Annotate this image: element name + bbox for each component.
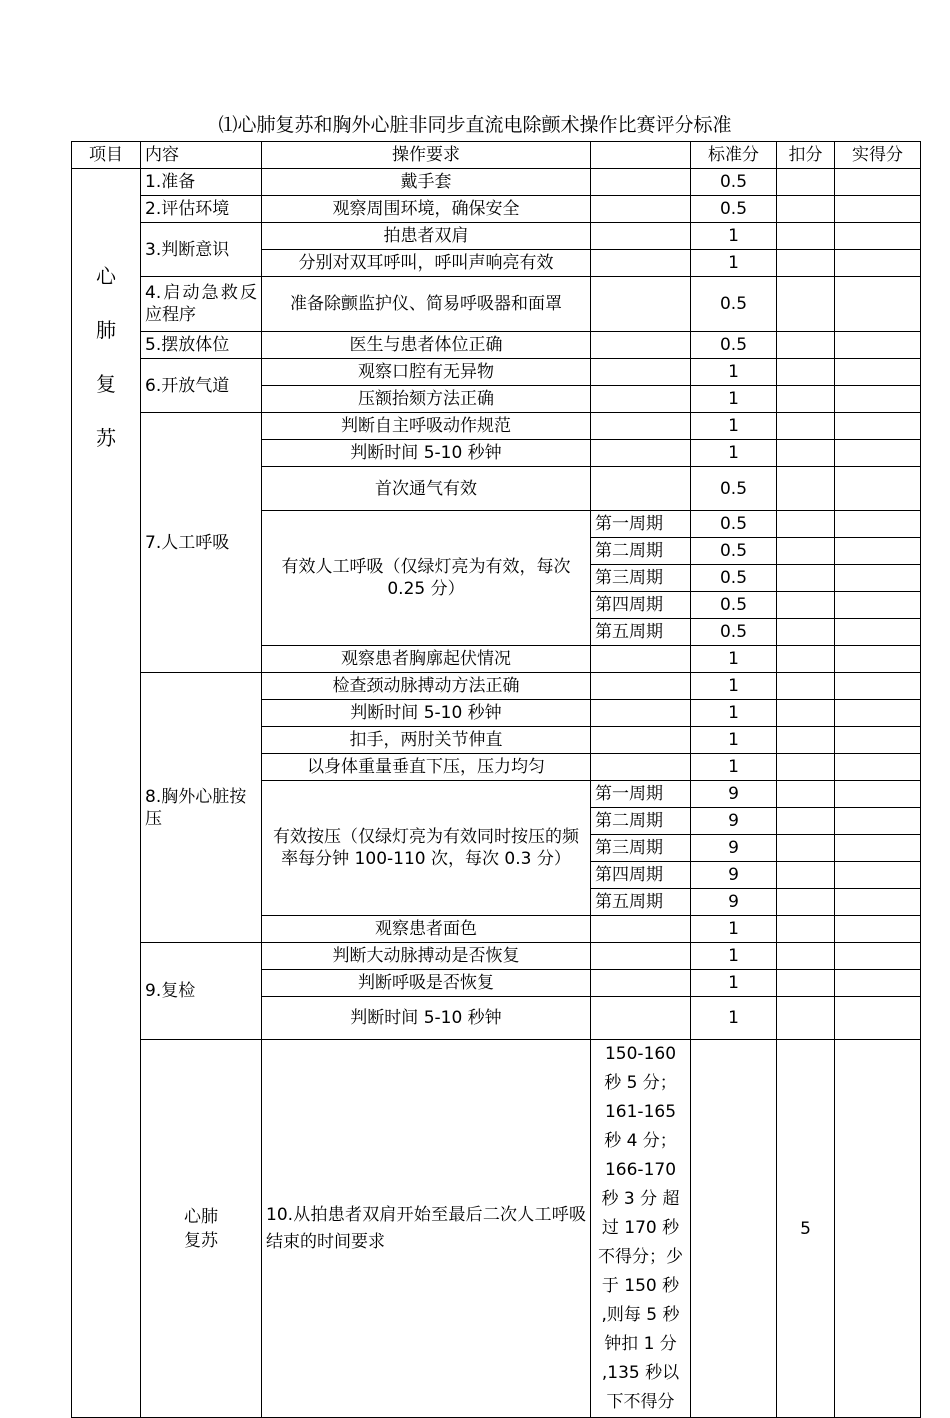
blank-cell (591, 169, 691, 196)
blank-cell (591, 223, 691, 250)
requirement-cell: 观察周围环境，确保安全 (262, 196, 591, 223)
actual-cell (835, 808, 921, 835)
cycle-label: 第三周期 (591, 835, 691, 862)
blank-cell (591, 440, 691, 467)
requirement-cell: 观察口腔有无异物 (262, 359, 591, 386)
scoring-table (71, 141, 921, 1418)
score-cell: 0.5 (691, 511, 777, 538)
cycle-label: 第五周期 (591, 619, 691, 646)
document-title: ⑴心肺复苏和胸外心脏非同步直流电除颤术操作比赛评分标准 (218, 114, 732, 136)
blank-cell (591, 386, 691, 413)
score-cell: 1 (691, 250, 777, 277)
requirement-cell: 检查颈动脉搏动方法正确 (262, 673, 591, 700)
blank-cell (591, 754, 691, 781)
content-cell: 6.开放气道 (141, 359, 262, 413)
actual-cell (835, 332, 921, 359)
blank-cell (591, 467, 691, 511)
cycle-label: 第二周期 (591, 538, 691, 565)
deduct-cell (777, 467, 835, 511)
content-cell: 2.评估环境 (141, 196, 262, 223)
requirement-cell: 观察患者胸廓起伏情况 (262, 646, 591, 673)
score-cell: 0.5 (691, 169, 777, 196)
deduct-cell (777, 223, 835, 250)
actual-cell (835, 700, 921, 727)
actual-cell (835, 997, 921, 1040)
score-cell: 1 (691, 943, 777, 970)
score-cell: 0.5 (691, 467, 777, 511)
actual-cell (835, 169, 921, 196)
deduct-cell (835, 1040, 921, 1418)
blank-cell (591, 646, 691, 673)
score-cell: 0.5 (691, 277, 777, 332)
deduct-cell (777, 332, 835, 359)
blank-cell (591, 700, 691, 727)
requirement-cell: 判断呼吸是否恢复 (262, 970, 591, 997)
deduct-cell (777, 619, 835, 646)
deduct-cell (777, 916, 835, 943)
deduct-cell (777, 413, 835, 440)
content-cell: 9.复检 (141, 943, 262, 1040)
cycle-label: 第五周期 (591, 889, 691, 916)
deduct-cell (777, 835, 835, 862)
score-cell: 1 (691, 997, 777, 1040)
header-standard: 标准分 (691, 142, 777, 169)
blank-cell (591, 943, 691, 970)
score-cell: 1 (691, 223, 777, 250)
blank-cell (591, 277, 691, 332)
actual-cell (835, 386, 921, 413)
deduct-cell (777, 997, 835, 1040)
actual-cell (835, 277, 921, 332)
deduct-cell (777, 440, 835, 467)
table-row (72, 673, 921, 700)
actual-cell (835, 538, 921, 565)
actual-cell (835, 835, 921, 862)
deduct-cell (777, 277, 835, 332)
actual-cell (835, 781, 921, 808)
deduct-cell (777, 943, 835, 970)
header-actual: 实得分 (835, 142, 921, 169)
header-item: 项目 (72, 142, 141, 169)
cycle-label: 第三周期 (591, 565, 691, 592)
actual-cell (835, 862, 921, 889)
requirement-cell: 扣手，两肘关节伸直 (262, 727, 591, 754)
table-row (72, 169, 921, 196)
blank-cell (591, 970, 691, 997)
deduct-cell (777, 386, 835, 413)
score-cell: 0.5 (691, 619, 777, 646)
requirement-cell: 有效人工呼吸（仅绿灯亮为有效，每次 0.25 分） (262, 511, 591, 646)
content-cell: 4.启动急救反应程序 (141, 277, 262, 332)
deduct-cell (777, 250, 835, 277)
deduct-cell (777, 862, 835, 889)
table-row (72, 223, 921, 250)
deduct-cell (777, 169, 835, 196)
blank-cell (591, 250, 691, 277)
deduct-cell (777, 196, 835, 223)
score-cell: 1 (691, 700, 777, 727)
requirement-cell: 以身体重量垂直下压，压力均匀 (262, 754, 591, 781)
content-cell: 3.判断意识 (141, 223, 262, 277)
requirement-cell: 戴手套 (262, 169, 591, 196)
deduct-cell (777, 754, 835, 781)
content-cell: 1.准备 (141, 169, 262, 196)
actual-cell (835, 440, 921, 467)
requirement-cell: 压额抬颏方法正确 (262, 386, 591, 413)
actual-cell (835, 943, 921, 970)
requirement-cell: 判断自主呼吸动作规范 (262, 413, 591, 440)
score-cell: 0.5 (691, 565, 777, 592)
deduct-cell (777, 646, 835, 673)
deduct-cell (777, 727, 835, 754)
content-cell: 7.人工呼吸 (141, 413, 262, 673)
actual-cell (835, 467, 921, 511)
score-cell: 1 (691, 970, 777, 997)
requirement-cell: 150-160 秒 5 分；161-165 秒 4 分；166-170 秒 3 分 超过 170 秒不得分；少于 150 秒 ,则每 5 秒钟扣 1 分 ,135 秒以下不得分 (591, 1040, 691, 1418)
content-cell: 5.摆放体位 (141, 332, 262, 359)
deduct-cell (777, 970, 835, 997)
actual-cell (835, 565, 921, 592)
score-cell: 1 (691, 413, 777, 440)
category-cell-small: 心肺 复苏 (141, 1040, 262, 1418)
score-cell: 1 (691, 727, 777, 754)
score-cell: 1 (691, 646, 777, 673)
score-cell: 9 (691, 781, 777, 808)
requirement-cell: 准备除颤监护仪、简易呼吸器和面罩 (262, 277, 591, 332)
table-row (72, 1040, 921, 1418)
deduct-cell (777, 565, 835, 592)
cycle-label: 第一周期 (591, 781, 691, 808)
actual-cell (835, 754, 921, 781)
blank-cell (591, 196, 691, 223)
table-row (72, 359, 921, 386)
table-row (72, 332, 921, 359)
requirement-cell: 判断时间 5-10 秒钟 (262, 700, 591, 727)
actual-cell (835, 196, 921, 223)
header-requirement: 操作要求 (262, 142, 591, 169)
category-cell: 心 肺 复 苏 (72, 169, 141, 1418)
deduct-cell (777, 538, 835, 565)
score-cell: 9 (691, 862, 777, 889)
deduct-cell (777, 359, 835, 386)
deduct-cell (777, 808, 835, 835)
score-cell: 0.5 (691, 592, 777, 619)
score-cell: 1 (691, 359, 777, 386)
score-cell: 0.5 (691, 332, 777, 359)
cycle-label: 第一周期 (591, 511, 691, 538)
cycle-label: 第二周期 (591, 808, 691, 835)
score-cell: 1 (691, 440, 777, 467)
actual-cell (835, 250, 921, 277)
requirement-cell: 首次通气有效 (262, 467, 591, 511)
deduct-cell (777, 511, 835, 538)
score-cell: 5 (777, 1040, 835, 1418)
score-cell: 1 (691, 386, 777, 413)
requirement-cell: 有效按压（仅绿灯亮为有效同时按压的频率每分钟 100-110 次，每次 0.3 分） (262, 781, 591, 916)
score-cell: 9 (691, 835, 777, 862)
header-deduct: 扣分 (777, 142, 835, 169)
score-cell: 0.5 (691, 538, 777, 565)
cycle-label: 第四周期 (591, 592, 691, 619)
requirement-cell: 观察患者面色 (262, 916, 591, 943)
actual-cell (835, 223, 921, 250)
content-cell: 10.从拍患者双肩开始至最后二次人工呼吸结束的时间要求 (262, 1040, 591, 1418)
requirement-cell: 判断大动脉搏动是否恢复 (262, 943, 591, 970)
deduct-cell (777, 673, 835, 700)
blank-cell (591, 673, 691, 700)
actual-cell (835, 646, 921, 673)
requirement-cell: 分别对双耳呼叫，呼叫声响亮有效 (262, 250, 591, 277)
blank-cell (591, 332, 691, 359)
table-row (72, 413, 921, 440)
score-cell: 1 (691, 754, 777, 781)
blank-cell (591, 413, 691, 440)
actual-cell (835, 727, 921, 754)
score-cell: 1 (691, 673, 777, 700)
content-cell: 8.胸外心脏按压 (141, 673, 262, 943)
actual-cell (835, 916, 921, 943)
actual-cell (835, 592, 921, 619)
header-content: 内容 (141, 142, 262, 169)
blank-cell (691, 1040, 777, 1418)
requirement-cell: 医生与患者体位正确 (262, 332, 591, 359)
score-cell: 9 (691, 808, 777, 835)
deduct-cell (777, 781, 835, 808)
table-row (72, 277, 921, 332)
blank-cell (591, 727, 691, 754)
requirement-cell: 拍患者双肩 (262, 223, 591, 250)
actual-cell (835, 619, 921, 646)
score-cell: 1 (691, 916, 777, 943)
deduct-cell (777, 700, 835, 727)
deduct-cell (777, 592, 835, 619)
header-blank (591, 142, 691, 169)
header-row (72, 142, 921, 169)
blank-cell (591, 916, 691, 943)
table-row (72, 196, 921, 223)
actual-cell (835, 413, 921, 440)
requirement-cell: 判断时间 5-10 秒钟 (262, 997, 591, 1040)
score-cell: 0.5 (691, 196, 777, 223)
actual-cell (835, 673, 921, 700)
actual-cell (835, 511, 921, 538)
blank-cell (591, 359, 691, 386)
deduct-cell (777, 889, 835, 916)
actual-cell (835, 359, 921, 386)
cycle-label: 第四周期 (591, 862, 691, 889)
actual-cell (835, 889, 921, 916)
blank-cell (591, 997, 691, 1040)
score-cell: 9 (691, 889, 777, 916)
table-row (72, 943, 921, 970)
actual-cell (835, 970, 921, 997)
requirement-cell: 判断时间 5-10 秒钟 (262, 440, 591, 467)
